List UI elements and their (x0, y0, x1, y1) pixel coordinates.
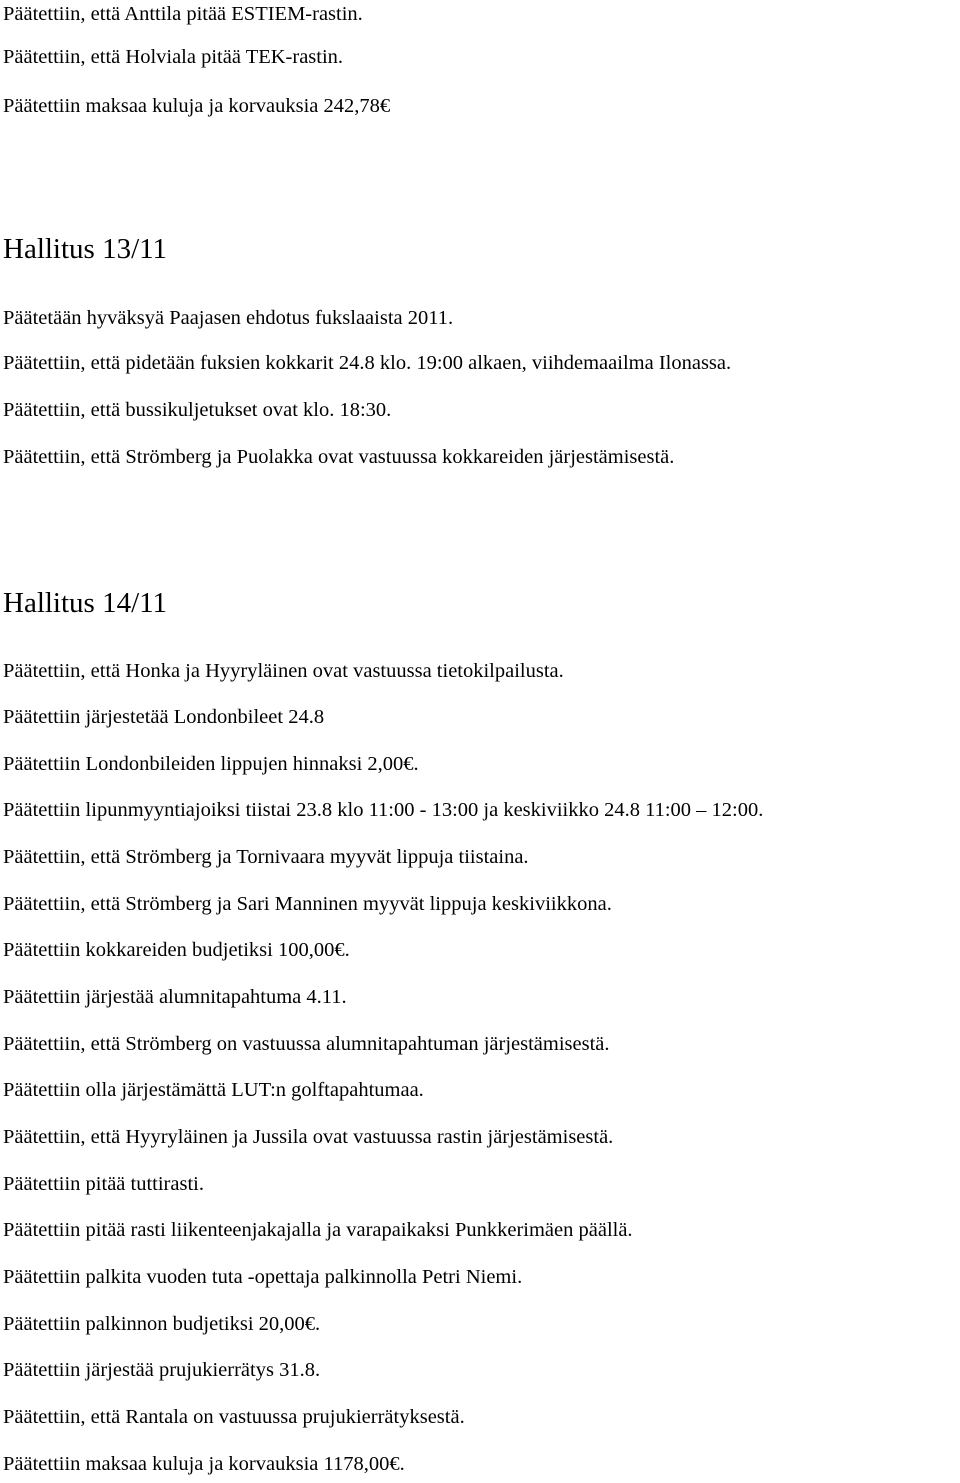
decision-line: Päätettiin maksaa kuluja ja korvauksia 1178,00€. (3, 1453, 405, 1475)
decision-line: Päätettiin palkita vuoden tuta -opettaja palkinnolla Petri Niemi. (3, 1266, 523, 1288)
decision-line: Päätettiin kokkareiden budjetiksi 100,00€. (3, 939, 350, 961)
decision-line: Päätettiin, että Rantala on vastuussa prujukierrätyksestä. (3, 1406, 465, 1428)
decision-line: Päätetään hyväksyä Paajasen ehdotus fukslaaista 2011. (3, 307, 454, 329)
decision-line: Päätettiin, että Honka ja Hyyryläinen ovat vastuussa tietokilpailusta. (3, 660, 564, 682)
section-heading: Hallitus 13/11 (3, 233, 168, 265)
decision-line: Päätettiin, että bussikuljetukset ovat klo. 18:30. (3, 399, 392, 421)
decision-line: Päätettiin, että pidetään fuksien kokkarit 24.8 klo. 19:00 alkaen, viihdemaailma Ilonassa. (3, 352, 732, 374)
decision-line: Päätettiin lipunmyyntiajoiksi tiistai 23.8 klo 11:00 - 13:00 ja keskiviikko 24.8 11:00 – 12:00. (3, 799, 764, 821)
decision-line: Päätettiin Londonbileiden lippujen hinnaksi 2,00€. (3, 753, 419, 775)
decision-line: Päätettiin pitää rasti liikenteenjakajalla ja varapaikaksi Punkkerimäen päällä. (3, 1219, 633, 1241)
decision-line: Päätettiin palkinnon budjetiksi 20,00€. (3, 1313, 321, 1335)
decision-line: Päätettiin, että Holviala pitää TEK-rastin. (3, 46, 344, 68)
decision-line: Päätettiin pitää tuttirasti. (3, 1173, 204, 1195)
decision-line: Päätettiin järjestää alumnitapahtuma 4.11. (3, 986, 347, 1008)
decision-line: Päätettiin järjestetää Londonbileet 24.8 (3, 706, 325, 728)
decision-line: Päätettiin, että Hyyryläinen ja Jussila ovat vastuussa rastin järjestämisestä. (3, 1126, 614, 1148)
decision-line: Päätettiin, että Strömberg ja Sari Manninen myyvät lippuja keskiviikkona. (3, 893, 612, 915)
decision-line: Päätettiin, että Anttila pitää ESTIEM-rastin. (3, 3, 363, 25)
decision-line: Päätettiin maksaa kuluja ja korvauksia 242,78€ (3, 95, 391, 117)
decision-line: Päätettiin olla järjestämättä LUT:n golftapahtumaa. (3, 1079, 424, 1101)
decision-line: Päätettiin, että Strömberg ja Tornivaara myyvät lippuja tiistaina. (3, 846, 529, 868)
decision-line: Päätettiin, että Strömberg on vastuussa alumnitapahtuman järjestämisestä. (3, 1033, 610, 1055)
decision-line: Päätettiin järjestää prujukierrätys 31.8. (3, 1359, 321, 1381)
section-heading: Hallitus 14/11 (3, 587, 168, 619)
decision-line: Päätettiin, että Strömberg ja Puolakka ovat vastuussa kokkareiden järjestämisestä. (3, 446, 675, 468)
